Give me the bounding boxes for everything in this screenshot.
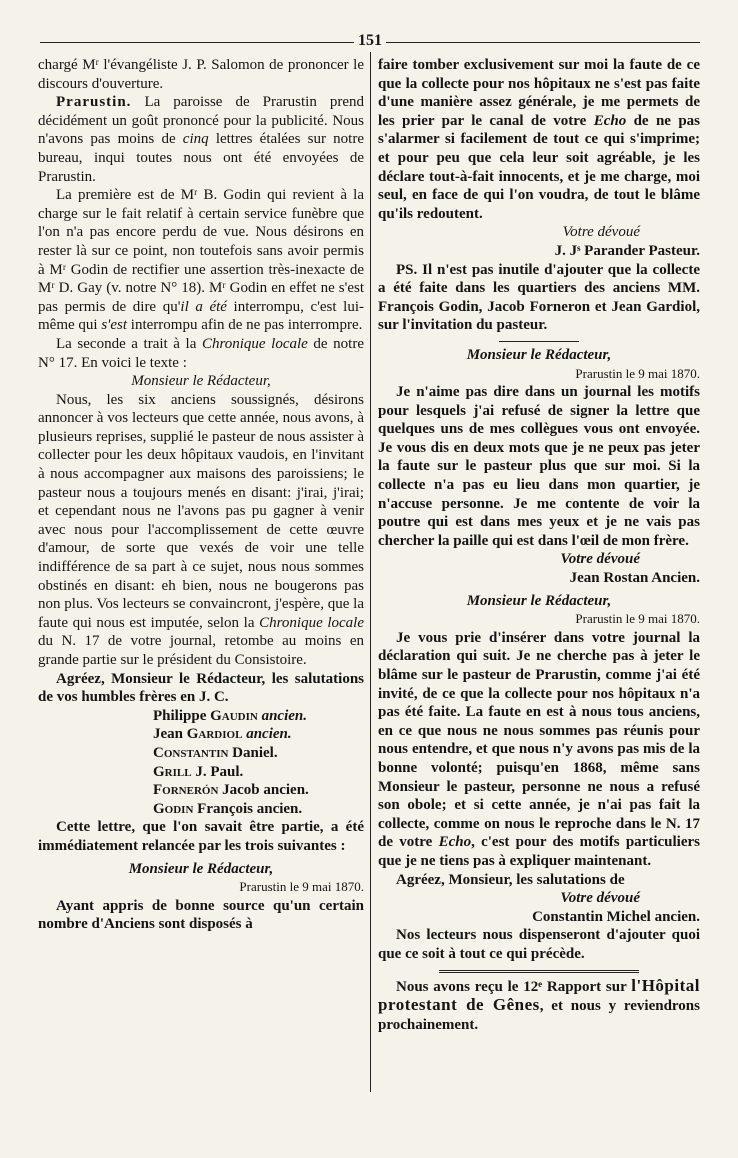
letter-body	[38, 391, 364, 670]
text-run: La première est de Mʳ B. Godin qui revient à la charge sur le fait relatif à certain service funèbre que l'on n'a pas encore perdu de vue. Nous désirons en rester là sur ce point, non toutefois sans avoir permis à Mʳ Godin de rectifier une assertion très-inexacte de Mʳ D. Gay (v. notre N° 18). Mʳ Godin en effet ne s'est pas permis de dire qu'	[38, 187, 364, 315]
text-run: Je vous prie d'insérer dans votre journal la déclaration qui suit. Je ne cherche pas à jeter le blâme sur le pasteur de Prarustin, comme j'ai été invité, de ce que la collecte pour nos hôpitaux n'a pas été faite. La faute en est à nous tous anciens, en ce que nous ne nous sommes pas réunis pour nous entendre, et que nous n'y avons pas mis de la bonne volonté; puisqu'en 1868, même sans Monsieur le pasteur, personne ne nous a refusé son obole; et si cette année, je n'ai pas fait la collecte, comme on nous le reproche dans le N. 17 de votre	[378, 629, 700, 851]
text-run: lettres étalées sur notre bureau, inqui toutes nous ont été envoyées de Prarustin.	[38, 131, 364, 185]
column-separator	[370, 52, 371, 1092]
text-run: Chronique locale	[201, 335, 308, 352]
divider	[499, 341, 579, 342]
letter-body	[378, 629, 700, 871]
signatory	[153, 781, 364, 800]
text-run: faire tomber exclusivement sur moi la faute de ce que la collecte pour nos hôpitaux ne s'est pas faite d'une manière assez générale, je me permets de les prier par le canal de votre	[378, 57, 700, 129]
text-run: cinq	[182, 131, 209, 148]
page-number: 151	[354, 32, 386, 51]
text-run: Jean	[153, 726, 187, 743]
text-run: Godin	[153, 800, 194, 817]
divider	[439, 970, 639, 973]
signatory	[153, 725, 364, 744]
letter-salutation: Monsieur le Rédacteur,	[128, 860, 274, 877]
letter-date: Prarustin le 9 mai 1870.	[575, 611, 700, 627]
signature: J. Jˢ Parander Pasteur.	[554, 242, 700, 259]
letter-closing: Votre dévoué	[562, 224, 640, 241]
paragraph	[38, 335, 364, 372]
text-run: Nous avons reçu le 12ᵉ Rapport sur	[396, 978, 632, 995]
text-run: s'est	[101, 317, 128, 334]
text-run: La paroisse de Prarustin prend décidément un goût prononcé pour la publicité. Nous n'avons pas moins de	[38, 94, 364, 148]
text-run: La seconde a trait à la	[56, 335, 202, 352]
text-run: interrompu afin de ne pas interrompre.	[127, 317, 363, 334]
paragraph: chargé Mʳ l'évangéliste J. P. Salomon de prononcer le discours d'ouverture.	[38, 57, 364, 92]
right-column	[378, 56, 700, 1034]
letter-body	[378, 56, 700, 223]
text-run: Daniel.	[228, 744, 278, 761]
signatories	[38, 707, 364, 819]
text-run: Echo	[593, 112, 627, 129]
text-run: de ne pas s'alarmer si facilement de tout ce qui s'imprime; et pour peu que cela leur soit agréable, je les déclare tout-à-fait innocents, et je me charge, moi seul, en face de qui l'on voudra, de tout le blâme qu'ils redoutent.	[378, 112, 700, 222]
page-header	[40, 30, 700, 52]
prarustin-paragraph	[38, 93, 364, 186]
left-column	[38, 56, 364, 934]
letter-closing: Agréez, Monsieur, les salutations de	[396, 871, 625, 888]
letter-closing: Votre dévoué	[560, 551, 640, 568]
text-run: Philippe	[153, 707, 211, 724]
letter-closing: Agréez, Monsieur le Rédacteur, les salutations de vos humbles frères en J. C.	[38, 670, 364, 706]
signatory	[153, 800, 364, 819]
signature: Jean Rostan Ancien.	[569, 570, 700, 587]
text-run: du N. 17 de votre journal, retombe au moins en grande partie sur le président du Consistoire.	[38, 633, 364, 668]
text-run: Fornerón	[153, 782, 219, 799]
text-run: Grill	[153, 763, 192, 780]
signatory	[153, 763, 364, 782]
letter-salutation: Monsieur le Rédacteur,	[131, 373, 271, 390]
signatory	[153, 744, 364, 763]
signature: Constantin Michel ancien.	[532, 908, 700, 925]
text-run: Chronique locale	[259, 614, 364, 631]
text-run: ancien.	[242, 726, 292, 743]
text-run: Echo	[438, 834, 472, 851]
paragraph: Cette lettre, que l'on savait être partie, a été immédiatement relancée par les trois suivantes :	[38, 819, 364, 854]
announcement	[378, 977, 700, 1035]
signatory	[153, 707, 364, 726]
text-run: Jacob ancien.	[218, 782, 309, 799]
text-run: il a été	[180, 298, 227, 315]
text-run: , et nous y reviendrons prochainement.	[378, 998, 700, 1033]
letter-date: Prarustin le 9 mai 1870.	[239, 879, 364, 895]
editor-note: Nos lecteurs nous dispenseront d'ajouter quoi que ce soit à tout ce qui précède.	[378, 927, 700, 962]
text-run: J. Paul.	[191, 763, 244, 780]
letter-date: Prarustin le 9 mai 1870.	[575, 365, 700, 381]
letter-body: Ayant appris de bonne source qu'un certain nombre d'Anciens sont disposés à	[38, 897, 364, 933]
letter-salutation: Monsieur le Rédacteur,	[466, 592, 612, 609]
postscript: PS. Il n'est pas inutile d'ajouter que la collecte a été faite dans les quartiers des anciens MM. François Godin, Jacob Forneron et Jean Gardiol, sur l'invitation du pasteur.	[378, 261, 700, 334]
text-run: Constantin	[153, 744, 229, 761]
text-run: Gaudin	[210, 707, 258, 724]
text-run: ancien.	[257, 707, 308, 724]
text-run: François ancien.	[193, 800, 303, 817]
letter-closing: Votre dévoué	[560, 890, 640, 907]
text-run: Gardiol	[186, 726, 243, 743]
text-run: de notre N° 17. En voici le texte :	[38, 335, 364, 371]
letter-body: Je n'aime pas dire dans un journal les motifs pour lesquels j'ai refusé de signer la lettre que quelques uns de mes collègues vous ont envoyée. Je vous dis en deux mots que je ne peux pas jeter la faute sur le pasteur plus que sur moi. Si la collecte n'a pas eu lieu dans mon quartier, je n'accuse personne. Je me contente de voir la poutre qui est dans mes yeux et je ne vais pas chercher la paille qui est dans l'œil de mon frère.	[378, 384, 700, 549]
text-run: interrompu, c'est lui-même qui	[38, 298, 364, 334]
paragraph	[38, 186, 364, 335]
text-run: , c'est pour des motifs particuliers que je ne tiens pas à expliquer maintenant.	[378, 834, 700, 869]
hospital-name: l'Hôpital protestant de Gênes	[378, 975, 700, 1015]
text-run: Nous, les six anciens soussignés, désirons annoncer à vos lecteurs que cette année, nous avons, à plusieurs reprises, supplié le pasteur de nous assister à collecter pour les deux hôpitaux vaudois, en l'invitant à nous accompagner aux maisons des paroissiens; le pasteur nous a toujours menés en disant: j'irai, j'irai; et cependant nous ne l'avons pas pu gagner à venir avec nous pour l'accomplissement de cette œuvre d'amour, de sorte que vexés de voir une telle indifférence de sa part à ce sujet, nous nous sommes obstinés en disant: eh bien, nous ne bougerons pas non plus. Vos lecteurs se convaincront, j'espère, que la faute qui nous est imputée, selon la	[38, 391, 364, 631]
letter-salutation: Monsieur le Rédacteur,	[466, 346, 612, 363]
section-heading: Prarustin.	[56, 94, 132, 111]
